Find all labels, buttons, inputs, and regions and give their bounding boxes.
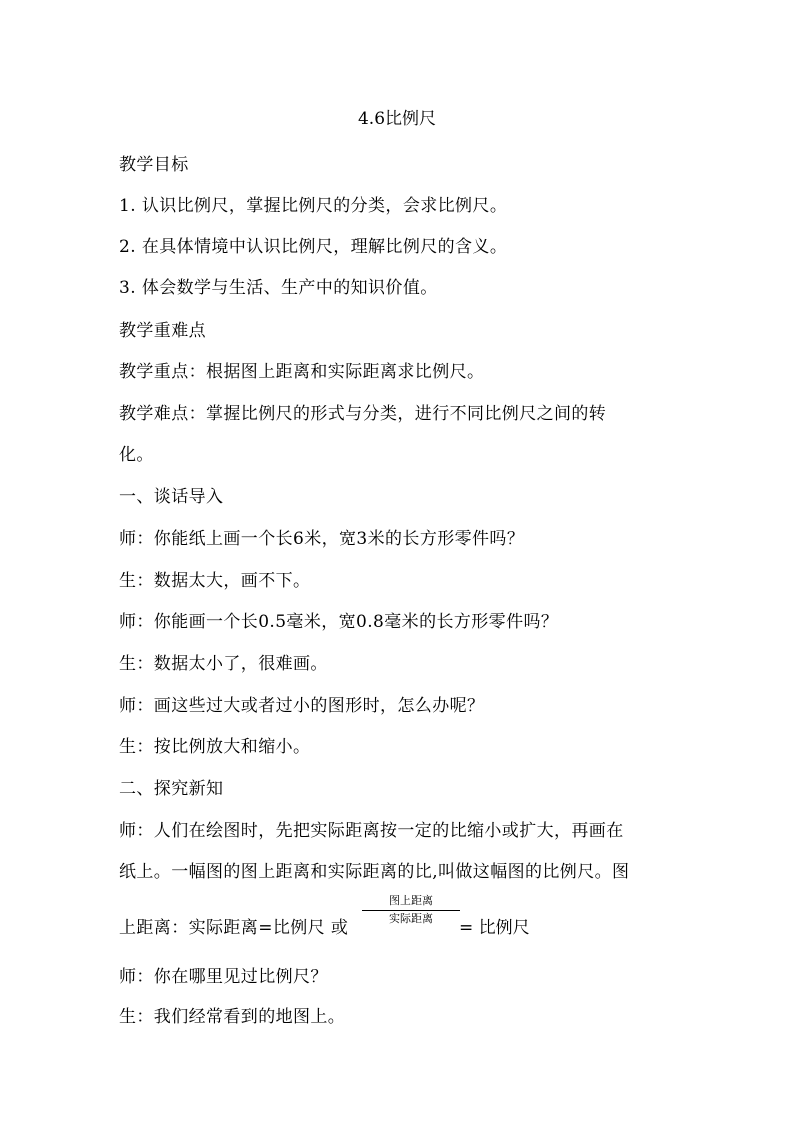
goal-item-1: 1. 认识比例尺，掌握比例尺的分类，会求比例尺。 <box>119 196 508 216</box>
dialogue-line: 师：你能画一个长0.5毫米，宽0.8毫米的长方形零件吗？ <box>119 612 559 632</box>
key-point-text: 教学重点：根据图上距离和实际距离求比例尺。 <box>119 362 485 382</box>
dialogue-line: 师：你能纸上画一个长6米，宽3米的长方形零件吗？ <box>119 529 525 549</box>
dialogue-line: 师：人们在绘图时，先把实际距离按一定的比缩小或扩大，再画在 <box>119 821 624 841</box>
section-heading-key-points: 教学重难点 <box>119 321 206 341</box>
section-heading-goals: 教学目标 <box>119 155 189 175</box>
section-heading-explore: 二、探究新知 <box>119 779 224 799</box>
difficulty-text: 教学难点：掌握比例尺的形式与分类，进行不同比例尺之间的转 <box>119 404 607 424</box>
dialogue-line: 生：数据太小了，很难画。 <box>119 654 328 674</box>
document-title: 4.6比例尺 <box>357 109 437 129</box>
dialogue-line: 生：我们经常看到的地图上。 <box>119 1007 346 1027</box>
dialogue-line: 生：按比例放大和缩小。 <box>119 737 311 757</box>
section-heading-intro: 一、谈话导入 <box>119 487 224 507</box>
difficulty-text-cont: 化。 <box>119 445 154 465</box>
fraction-denominator: 实际距离 <box>389 912 433 925</box>
scale-fraction <box>362 893 460 927</box>
dialogue-line: 生：数据太大，画不下。 <box>119 571 311 591</box>
dialogue-line: 纸上。一幅图的图上距离和实际距离的比,叫做这幅图的比例尺。图 <box>119 862 630 882</box>
fraction-numerator: 图上距离 <box>389 894 433 907</box>
formula-suffix: = 比例尺 <box>459 918 530 938</box>
dialogue-line: 师：画这些过大或者过小的图形时，怎么办呢？ <box>119 696 485 716</box>
goal-item-2: 2. 在具体情境中认识比例尺，理解比例尺的含义。 <box>119 237 508 257</box>
dialogue-line: 师：你在哪里见过比例尺？ <box>119 967 328 987</box>
formula-prefix: 上距离：实际距离=比例尺 或 <box>119 918 349 938</box>
goal-item-3: 3. 体会数学与生活、生产中的知识价值。 <box>119 278 438 298</box>
